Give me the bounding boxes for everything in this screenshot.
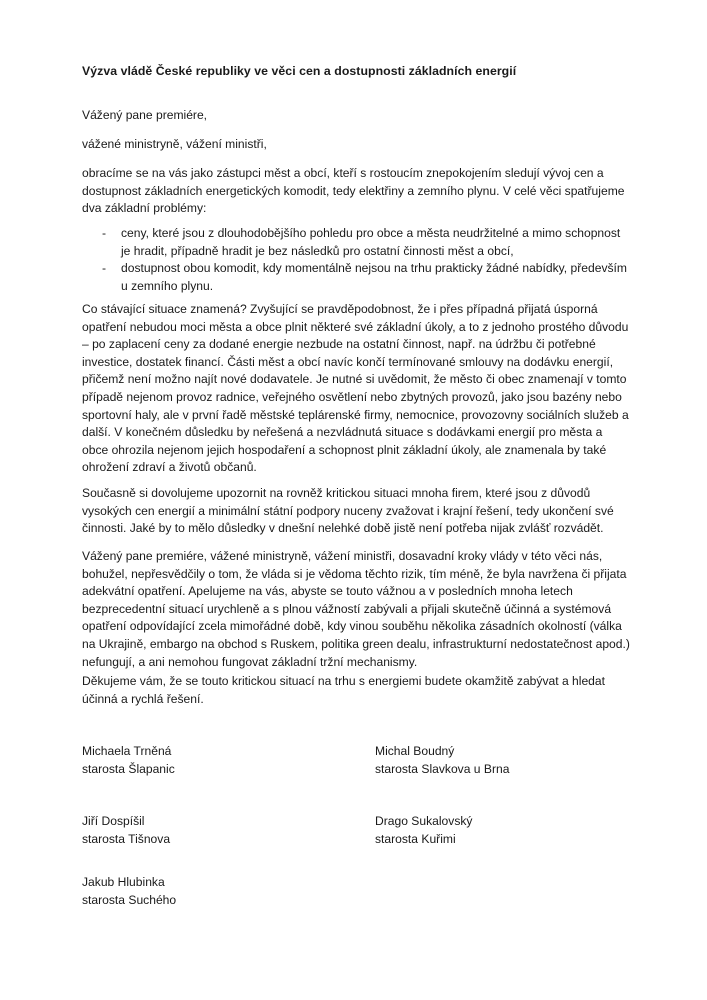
signature-block	[82, 743, 175, 778]
signatory-name: Michal Boudný	[375, 744, 455, 758]
list-item-text: ceny, které jsou z dlouhodobějšího pohledu pro obce a města neudržitelné a mimo schopnost je hradit, případně hradit je bez následků pro ostatní činnosti měst a obcí,	[121, 226, 621, 258]
list-item: - ceny, které jsou z dlouhodobějšího pohledu pro obce a města neudržitelné a mimo schopnost je hradit, případně hradit je bez následků pro ostatní činnosti měst a obcí,	[102, 226, 621, 258]
signature-block	[82, 813, 170, 848]
signatory-name: Jiří Dospíšil	[82, 814, 145, 828]
signatory-name: Drago Sukalovský	[375, 814, 473, 828]
salutation-ministers: vážené ministryně, vážení ministři,	[82, 137, 267, 151]
situation-paragraph: Co stávající situace znamená? Zvyšující se pravděpodobnost, že i přes případná přijatá úsporná opatření nebudou moci města a obce plnit některé své základní úkoly, a to z jednoho prostého důvodu – po zaplacení ceny za dodané energie nezbude na ostatní činnost, např. na údržbu či potřebné investice, dostatek financí. Části měst a obcí navíc končí termínované smlouvy na dodávku energií, přičemž není možno najít nové dodavatele. Je nutné si uvědomit, že město či obec znamenají v tomto případě nejenom provoz radnice, veřejného osvětlení nebo zbytných provozů, jako jsou bazény nebo sportovní haly, ale v první řadě městské teplárenské firmy, nemocnice, provozovny sociálních služeb a další. V konečném důsledku by neřešená a nezvládnutá situace s dodávkami energií pro města a obce ohrozila nejenom jejich hospodaření a schopnost plnit základní úkoly, ale znamenala by také ohrožení zdraví a životů občanů.	[82, 302, 629, 475]
letter-title: Výzva vládě České republiky ve věci cen a dostupnosti základních energií	[82, 64, 517, 78]
list-item-text: dostupnost obou komodit, kdy momentálně nejsou na trhu prakticky žádné nabídky, především u zemního plynu.	[121, 261, 627, 293]
signatory-role: starosta Šlapanic	[82, 761, 175, 776]
appeal-paragraph: Vážený pane premiére, vážené ministryně, vážení ministři, dosavadní kroky vlády v této věci nás, bohužel, nepřesvědčily o tom, že vláda si je vědoma těchto rizik, tím méně, že byla navržena či přijata adekvátní opatření. Apelujeme na vás, abyste se touto vážnou a v posledních mnoha letech bezprecedentní situací urychleně a s plnou vážností zabývali a přijali skutečně účinná a systémová opatření odpovídající zcela mimořádné době, kdy vinou souběhu několika zásadních okolností (válka na Ukrajině, embargo na obchod s Ruskem, politika green dealu, infrastrukturní nedostatečnost apod.) nefungují, a ani nemohou fungovat základní tržní mechanismy.	[82, 549, 630, 669]
signature-block	[375, 743, 509, 778]
salutation-premier: Vážený pane premiére,	[82, 108, 208, 122]
companies-paragraph: Současně si dovolujeme upozornit na rovněž kritickou situaci mnoha firem, které jsou z důvodů vysokých cen energií a minimální státní podpory nuceny zvažovat i krajní řešení, tedy ukončení své činnosti. Jaké by to mělo důsledky v dnešní nelehké době jistě není potřeba nijak zvlášť rozvádět.	[82, 486, 614, 536]
signatory-role: starosta Tišnova	[82, 831, 171, 846]
intro-paragraph: obracíme se na vás jako zástupci měst a obcí, kteří s rostoucím znepokojením sledují vývoj cen a dostupnost základních energetických komodit, tedy elektřiny a zemního plynu. V celé věci spatřujeme dva základní problémy:	[82, 166, 625, 216]
signatory-role: starosta Kuřimi	[375, 831, 456, 846]
list-item: - dostupnost obou komodit, kdy momentálně nejsou na trhu prakticky žádné nabídky, především u zemního plynu.	[102, 261, 627, 293]
problem-list	[82, 225, 630, 295]
signatory-name: Michaela Trněná	[82, 744, 172, 758]
signatory-role: starosta Suchého	[82, 892, 177, 907]
signatory-name: Jakub Hlubinka	[82, 875, 165, 889]
signature-block	[82, 874, 176, 909]
signature-block	[375, 813, 472, 848]
signatory-role: starosta Slavkova u Brna	[375, 761, 510, 776]
thanks-paragraph: Děkujeme vám, že se touto kritickou situací na trhu s energiemi budete okamžitě zabývat a hledat účinná a rychlá řešení.	[82, 674, 605, 706]
